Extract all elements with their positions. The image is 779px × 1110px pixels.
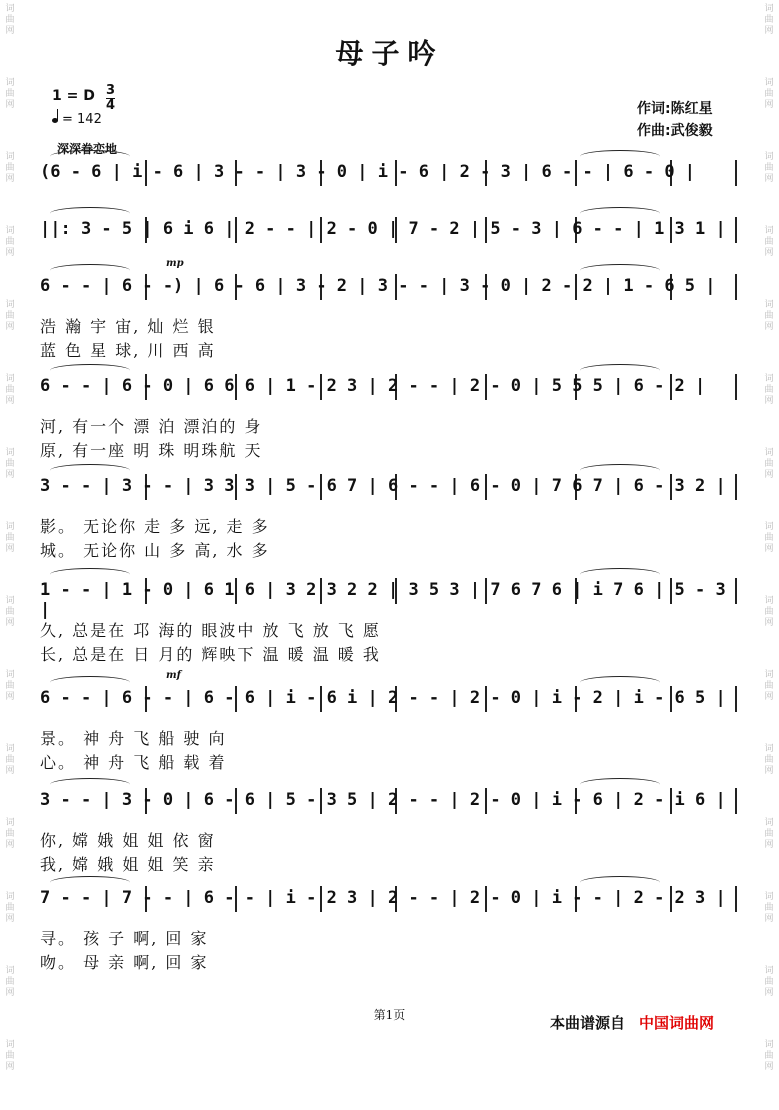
- tempo-marking: [52, 112, 102, 127]
- lyric-line-verse-1: 久, 总是在 邛 海的 眼波中 放 飞 放 飞 愿: [40, 621, 381, 640]
- score-system-3: [40, 272, 740, 300]
- lyric-line-verse-1: 河, 有一个 漂 泊 漂泊的 身: [40, 417, 263, 436]
- watermark-left: 词 曲 网 词 曲 网 词 曲 网 词 曲 网 词 曲 网 词 曲 网 词 曲 网 词 曲 网 词 曲 网 词 曲 网 词 曲 网 词 曲 网 词 曲 网 词 曲 网 词 曲 网: [5, 4, 15, 1072]
- notation-line: 1 - - | 1 - 0 | 6 1 6 | 3 2 3 2 2 | 3 5 3 | 7 6 7 6 | i 7 6 | 5 - 3 |: [40, 580, 726, 620]
- notation-line: 3 - - | 3 - - | 3 3 3 | 5 - 6 7 | 6 - - | 6 - 0 | 7 6 7 | 6 - 3 2 |: [40, 476, 726, 496]
- lyric-line-verse-2: 城。 无论你 山 多 高, 水 多: [40, 541, 270, 560]
- notation-line: 6 - - | 6 - - | 6 - 6 | i - 6 i | 2 - - | 2 - 0 | i - 2 | i - 6 5 |: [40, 688, 726, 708]
- dynamic-mf: mf: [166, 670, 181, 681]
- lyric-line-verse-2: 长, 总是在 日 月的 辉映下 温 暖 温 暖 我: [40, 645, 381, 664]
- score-system-2: [40, 215, 740, 243]
- score-system-4: [40, 372, 740, 400]
- notation-line: 7 - - | 7 - - | 6 - - | i - 2 3 | 2 - - | 2 - 0 | i - - | 2 - 2 3 |: [40, 888, 726, 908]
- score-system-7: [40, 684, 740, 712]
- composer-credit: 作曲:武俊毅: [637, 123, 713, 139]
- lyric-line-verse-2: 吻。 母 亲 啊, 回 家: [40, 953, 209, 972]
- notation-line: 6 - - | 6 - -) | 6 - 6 | 3 - 2 | 3 - - | 3 - 0 | 2 - 2 | 1 - 6 5 |: [40, 276, 716, 296]
- time-signature: [106, 84, 115, 113]
- dynamic-mp: mp: [166, 258, 184, 269]
- key-signature: 1 = D: [52, 88, 95, 104]
- expression-marking: 深深眷恋地: [57, 142, 118, 156]
- score-system-9: [40, 884, 740, 912]
- lyric-line-verse-2: 我, 嫦 娥 姐 姐 笑 亲: [40, 855, 216, 874]
- watermark-right: 词 曲 网 词 曲 网 词 曲 网 词 曲 网 词 曲 网 词 曲 网 词 曲 网 词 曲 网 词 曲 网 词 曲 网 词 曲 网 词 曲 网 词 曲 网 词 曲 网 词 曲 网: [764, 4, 774, 1072]
- page-number: 第1页: [373, 1008, 406, 1022]
- lyric-line-verse-1: 你, 嫦 娥 姐 姐 依 窗: [40, 831, 216, 850]
- lyric-line-verse-2: 心。 神 舟 飞 船 载 着: [40, 753, 227, 772]
- lyric-line-verse-1: 寻。 孩 子 啊, 回 家: [40, 929, 209, 948]
- score-system-6: [40, 576, 740, 620]
- lyric-line-verse-2: 蓝 色 星 球, 川 西 高: [40, 341, 216, 360]
- tempo-value: = 142: [62, 112, 102, 127]
- time-signature-bottom: 4: [106, 98, 116, 113]
- lyric-line-verse-2: 原, 有一座 明 珠 明珠航 天: [40, 441, 263, 460]
- score-system-8: [40, 786, 740, 814]
- score-system-5: [40, 472, 740, 500]
- source-credit: [550, 1012, 714, 1033]
- lyricist-credit: 作词:陈红星: [637, 101, 713, 117]
- lyric-line-verse-1: 浩 瀚 宇 宙, 灿 烂 银: [40, 317, 216, 336]
- time-signature-top: 3: [106, 83, 116, 98]
- source-site: 中国词曲网: [639, 1014, 715, 1032]
- notation-line: 6 - - | 6 - 0 | 6 6 6 | 1 - 2 3 | 2 - - | 2 - 0 | 5 5 5 | 6 - 2 |: [40, 376, 706, 396]
- lyric-line-verse-1: 影。 无论你 走 多 远, 走 多: [40, 517, 270, 536]
- notation-line: 3 - - | 3 - 0 | 6 - 6 | 5 - 3 5 | 2 - - | 2 - 0 | i - 6 | 2 - i 6 |: [40, 790, 726, 810]
- source-label: 本曲谱源自: [550, 1014, 626, 1032]
- quarter-note-icon: [52, 118, 58, 123]
- score-system-1: [40, 158, 740, 186]
- lyric-line-verse-1: 景。 神 舟 飞 船 驶 向: [40, 729, 227, 748]
- song-title: 母子吟: [335, 37, 444, 70]
- notation-line: ||: 3 - 5 | 6 i 6 | 2 - - | 2 - 0 | 7 - 2 | 5 - 3 | 6 - - | 1 3 1 |: [40, 219, 726, 239]
- notation-line: (6 - 6 | i - 6 | 3 - - | 3 - 0 | i - 6 | 2 - 3 | 6 - - | 6 - 0 |: [40, 162, 696, 182]
